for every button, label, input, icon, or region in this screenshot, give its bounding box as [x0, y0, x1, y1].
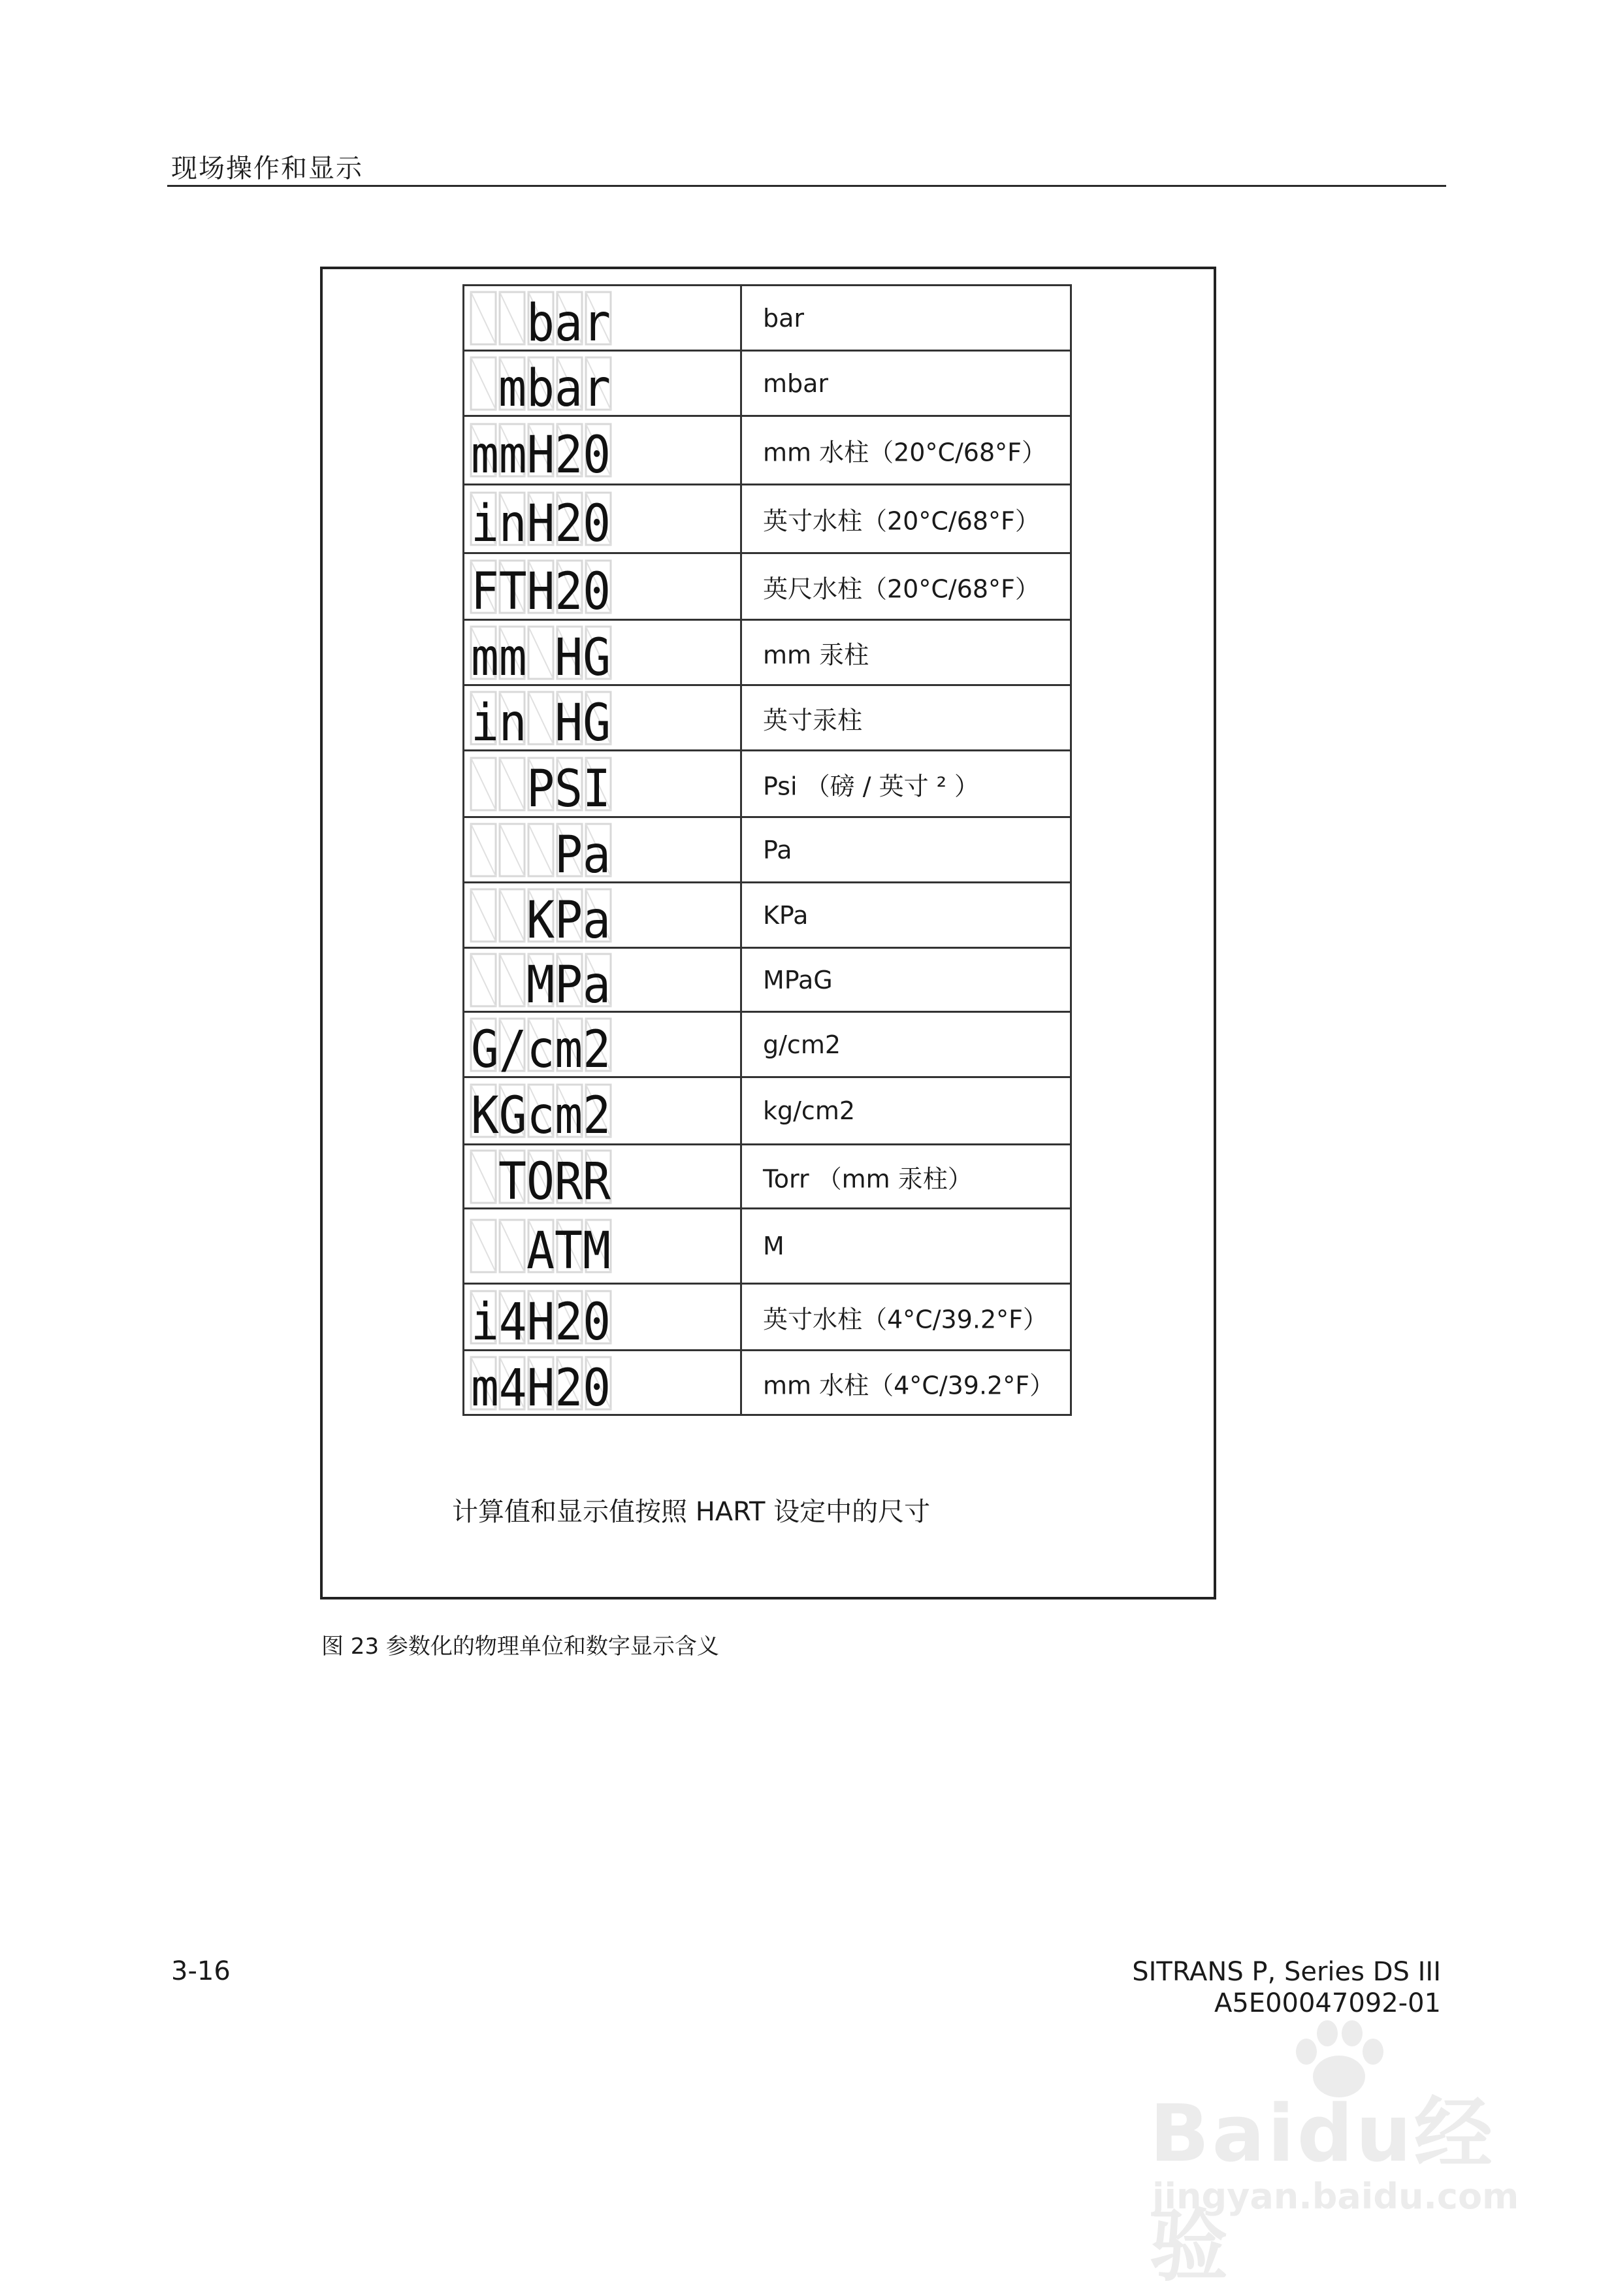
- lcd-ghost-diagonal: [500, 1220, 525, 1272]
- table-row: [464, 818, 1070, 883]
- table-row: [464, 1145, 1070, 1209]
- unit-description: Torr （mm 汞柱）: [763, 1164, 973, 1193]
- lcd-display-cell: [464, 883, 742, 947]
- unit-description: M: [763, 1232, 784, 1260]
- footer-doc-info: [1132, 1956, 1441, 2019]
- lcd-segment-display: [468, 1015, 615, 1075]
- footer-product: SITRANS P, Series DS III: [1132, 1957, 1441, 1987]
- lcd-unit-text: mbar: [498, 359, 611, 414]
- lcd-unit-text: ATM: [526, 1222, 611, 1276]
- lcd-segment-display: [468, 489, 615, 549]
- baidu-watermark: [1137, 2019, 1542, 2292]
- table-row: [464, 686, 1070, 751]
- unit-description: mm 汞柱: [763, 640, 869, 669]
- lcd-unit-text: MPa: [526, 955, 611, 1010]
- table-row: [464, 1078, 1070, 1145]
- lcd-unit-text: m4H20: [471, 1358, 611, 1413]
- lcd-unit-text: KPa: [526, 891, 611, 945]
- table-row: [464, 352, 1070, 417]
- lcd-ghost-diagonal: [471, 954, 496, 1006]
- lcd-segment-display: [468, 1287, 615, 1347]
- lcd-segment-display: [468, 420, 615, 480]
- lcd-display-cell: [464, 686, 742, 749]
- lcd-display-cell: [464, 286, 742, 350]
- header-title: 现场操作和显示: [171, 154, 363, 184]
- lcd-ghost-diagonal: [500, 292, 525, 344]
- lcd-display-cell: [464, 818, 742, 881]
- lcd-segment-display: [468, 623, 615, 683]
- page-number: 3-16: [171, 1956, 231, 1986]
- table-row: [464, 621, 1070, 686]
- lcd-ghost-diagonal: [471, 758, 496, 810]
- unit-description: 英尺水柱（20°C/68°F）: [763, 574, 1040, 603]
- lcd-display-cell: [464, 949, 742, 1011]
- watermark-url: jingyan.baidu.com: [1152, 2176, 1519, 2217]
- lcd-unit-text: FTH20: [471, 562, 611, 617]
- lcd-segment-display: [468, 288, 615, 348]
- lcd-ghost-diagonal: [471, 824, 496, 876]
- lcd-unit-text: mm HG: [471, 628, 611, 683]
- lcd-segment-display: [468, 688, 615, 748]
- lcd-unit-text: PSI: [526, 759, 611, 814]
- lcd-ghost-diagonal: [471, 889, 496, 942]
- table-row: [464, 883, 1070, 949]
- table-row: [464, 1209, 1070, 1285]
- lcd-display-cell: [464, 1078, 742, 1143]
- lcd-display-cell: [464, 1145, 742, 1207]
- lcd-segment-display: [468, 1216, 615, 1276]
- table-row: [464, 949, 1070, 1013]
- lcd-ghost-diagonal: [471, 1220, 496, 1272]
- unit-description: KPa: [763, 900, 809, 930]
- lcd-segment-display: [468, 557, 615, 617]
- lcd-ghost-diagonal: [471, 1151, 496, 1203]
- lcd-display-cell: [464, 417, 742, 484]
- unit-description: 英寸水柱（4°C/39.2°F）: [763, 1305, 1048, 1334]
- unit-description: Psi （磅 / 英寸 ² ）: [763, 772, 980, 800]
- lcd-unit-text: in HG: [471, 693, 611, 748]
- lcd-ghost-diagonal: [471, 357, 496, 410]
- unit-description: MPaG: [763, 965, 833, 994]
- lcd-ghost-diagonal: [500, 954, 525, 1006]
- unit-description: mm 水柱（4°C/39.2°F）: [763, 1371, 1055, 1400]
- lcd-segment-display: [468, 1147, 615, 1207]
- unit-description: Pa: [763, 835, 792, 864]
- lcd-segment-display: [468, 1081, 615, 1141]
- lcd-unit-text: KGcm2: [471, 1087, 611, 1141]
- table-row: [464, 554, 1070, 621]
- lcd-unit-text: bar: [526, 293, 611, 348]
- lcd-ghost-diagonal: [500, 824, 525, 876]
- lcd-display-cell: [464, 621, 742, 684]
- unit-description: kg/cm2: [763, 1096, 856, 1125]
- table-row: [464, 485, 1070, 554]
- lcd-segment-display: [468, 1353, 615, 1413]
- lcd-segment-display: [468, 754, 615, 814]
- lcd-ghost-diagonal: [500, 889, 525, 942]
- lcd-unit-text: i4H20: [471, 1292, 611, 1347]
- lcd-unit-text: TORR: [498, 1152, 611, 1207]
- lcd-display-cell: [464, 352, 742, 415]
- lcd-display-cell: [464, 751, 742, 816]
- unit-description: 英寸汞柱: [763, 706, 863, 734]
- table-row: [464, 286, 1070, 352]
- lcd-segment-display: [468, 820, 615, 880]
- lcd-segment-display: [468, 353, 615, 414]
- watermark-brand: Baidu经验: [1150, 2089, 1495, 2292]
- unit-description: bar: [763, 303, 805, 333]
- unit-description: 英寸水柱（20°C/68°F）: [763, 506, 1040, 536]
- lcd-segment-display: [468, 950, 615, 1010]
- unit-description: mbar: [763, 369, 829, 398]
- lcd-unit-text: inH20: [471, 495, 611, 549]
- lcd-ghost-diagonal: [500, 758, 525, 810]
- lcd-unit-text: G/cm2: [471, 1020, 611, 1075]
- lcd-unit-text: Pa: [555, 825, 611, 880]
- header-rule: [167, 185, 1446, 187]
- figure-note: 计算值和显示值按照 HART 设定中的尺寸: [452, 1497, 931, 1527]
- lcd-unit-text: mmH20: [471, 426, 611, 480]
- table-row: [464, 417, 1070, 485]
- lcd-segment-display: [468, 885, 615, 945]
- figure-caption: 图 23 参数化的物理单位和数字显示含义: [321, 1633, 719, 1660]
- table-row: [464, 751, 1070, 818]
- unit-description: mm 水柱（20°C/68°F）: [763, 438, 1047, 467]
- table-row: [464, 1013, 1070, 1078]
- lcd-display-cell: [464, 485, 742, 552]
- table-row: [464, 1351, 1070, 1415]
- unit-description: g/cm2: [763, 1030, 841, 1059]
- lcd-display-cell: [464, 1285, 742, 1349]
- footer-doc-number: A5E00047092-01: [1214, 1988, 1441, 2018]
- lcd-display-cell: [464, 1013, 742, 1076]
- lcd-display-cell: [464, 1209, 742, 1283]
- lcd-display-cell: [464, 554, 742, 619]
- unit-table: [462, 284, 1072, 1416]
- lcd-ghost-diagonal: [528, 824, 553, 876]
- table-row: [464, 1285, 1070, 1351]
- lcd-display-cell: [464, 1351, 742, 1415]
- lcd-ghost-diagonal: [471, 292, 496, 344]
